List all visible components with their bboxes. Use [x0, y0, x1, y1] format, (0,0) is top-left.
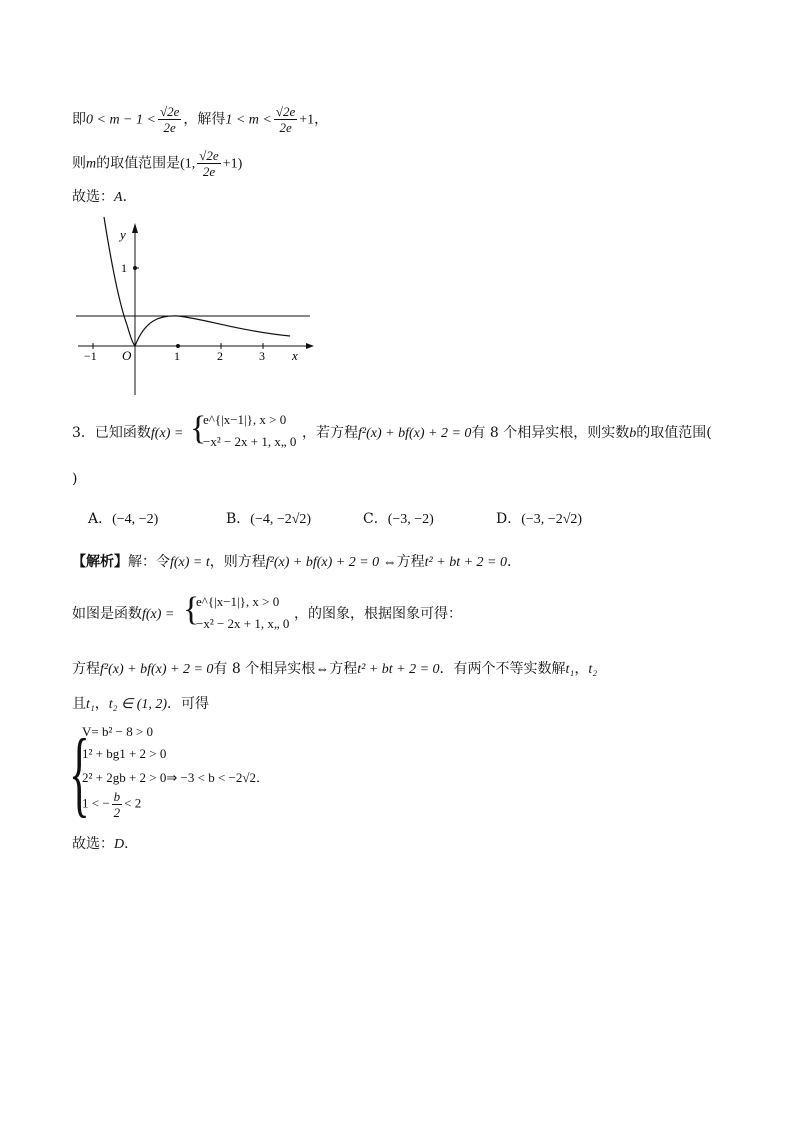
denominator: 2e	[202, 164, 216, 179]
math: 0 < m − 1 <	[86, 112, 156, 128]
text: ．	[124, 836, 139, 852]
y-label: y	[120, 227, 126, 242]
x-label: x	[292, 348, 298, 363]
text: ．	[256, 770, 270, 785]
numerator: b	[113, 789, 121, 804]
x-tick-label: 3	[259, 349, 265, 363]
x-tick-label: 1	[174, 349, 180, 363]
value: (−4, −2)	[112, 512, 159, 527]
line-range	[72, 148, 242, 179]
math: f²(x) + bf(x) + 2 = 0 ⇔	[265, 555, 397, 570]
system-row-1: V= b² − 8 > 0	[82, 724, 154, 739]
x-tick-dot	[176, 344, 180, 348]
math: 2² + 2gb + 2 > 0	[82, 770, 167, 785]
text: 则	[72, 155, 86, 172]
system-row-4	[82, 789, 141, 820]
option-a[interactable]	[88, 510, 158, 529]
math: f(x) =	[142, 607, 175, 622]
label: D．	[496, 511, 522, 527]
math-var: m	[86, 156, 97, 172]
denominator: 2e	[279, 120, 292, 135]
answer: A	[114, 190, 123, 205]
math: +1，	[299, 112, 329, 128]
math: +1)	[222, 156, 243, 172]
curve-right	[135, 316, 290, 346]
text: ，	[94, 696, 109, 712]
fraction	[197, 148, 220, 179]
x-tick-label: 2	[217, 349, 223, 363]
text: 方程	[72, 661, 100, 677]
numerator: √2e	[275, 104, 296, 119]
numerator: √2e	[199, 148, 219, 163]
option-c[interactable]	[363, 510, 434, 529]
value: (−3, −2√2)	[521, 512, 583, 527]
denominator: 2	[113, 805, 121, 820]
roots-line	[72, 660, 597, 679]
piece-1: e^{|x−1|}, x > 0	[203, 412, 287, 427]
and-line	[72, 695, 209, 714]
math: ⇔	[315, 662, 330, 677]
text: ，解得	[183, 111, 226, 128]
graph-description-cont: ，的图象，根据图象可得：	[294, 606, 462, 622]
fraction	[112, 789, 123, 820]
question-3-close: )	[72, 471, 78, 487]
text: 的取值范围是	[96, 155, 181, 172]
text: 方程	[329, 661, 358, 677]
math: t₁	[565, 662, 575, 677]
math: f²(x) + bf(x) + 2 = 0	[100, 662, 214, 677]
math: t₂	[588, 662, 598, 677]
math: t₁	[86, 697, 95, 712]
question-3-cont	[302, 424, 712, 443]
math: t² + bt + 2 = 0	[424, 555, 507, 570]
text: 故选：	[72, 189, 114, 205]
label: A．	[88, 511, 113, 527]
y-axis-arrow	[132, 223, 138, 233]
answer-line-2	[72, 835, 138, 854]
graph-description	[72, 605, 174, 624]
math: f(x) = t	[170, 555, 210, 570]
text: ，若方程	[302, 425, 358, 441]
question-3	[72, 424, 183, 443]
text: 即	[72, 111, 86, 128]
numerator: √2e	[159, 104, 180, 119]
math: ⇒ −3 < b < −2√2	[166, 770, 257, 785]
origin-label: O	[122, 348, 132, 363]
x-tick-label: −1	[84, 349, 97, 363]
math: (1,	[180, 156, 196, 172]
analysis-tag: 【解析】	[72, 554, 128, 570]
system-row-3	[82, 767, 269, 786]
math: t₂ ∈ (1, 2)	[108, 697, 168, 712]
math: < 2	[124, 795, 142, 811]
system-brace: {	[69, 719, 90, 826]
text: ．有两个不等实数解	[439, 661, 566, 677]
text: 有 8 个相异实根，则实数	[471, 425, 630, 441]
piece-1: e^{|x−1|}, x > 0	[196, 594, 280, 609]
math: t² + bt + 2 = 0	[357, 662, 440, 677]
math: 1 < m <	[225, 112, 272, 128]
function-graph	[70, 215, 320, 395]
piece-2: −x² − 2x + 1, x„ 0	[203, 434, 297, 449]
brace: {	[190, 410, 207, 447]
y-tick-label: 1	[121, 261, 127, 275]
system-row-2: 1² + bg1 + 2 > 0	[82, 746, 167, 761]
value: (−3, −2)	[387, 512, 434, 527]
text: ．	[122, 189, 137, 205]
x-axis-arrow	[306, 343, 314, 349]
text: ，则方程	[209, 554, 266, 570]
text: 且	[72, 696, 86, 712]
brace: {	[183, 591, 200, 628]
value: (−4, −2√2)	[250, 512, 312, 527]
math: f²(x) + bf(x) + 2 = 0	[358, 426, 472, 441]
text: ，	[574, 661, 589, 677]
fraction	[158, 104, 181, 135]
math: f(x) =	[150, 426, 184, 441]
math: 1 < −	[82, 795, 110, 811]
text: ．	[507, 554, 521, 570]
line-inequality-1	[72, 104, 328, 135]
text: 故选：	[72, 836, 114, 852]
text: 解：令	[128, 554, 170, 570]
text: 的取值范围(	[636, 425, 712, 441]
text: 有 8 个相异实根	[213, 661, 316, 677]
label: C．	[363, 511, 388, 527]
math-var: b	[629, 426, 637, 441]
analysis-line	[72, 553, 521, 572]
label: B．	[226, 511, 251, 527]
text: ．可得	[167, 696, 210, 712]
fraction	[274, 104, 297, 135]
answer-line-1	[72, 188, 137, 207]
question-number: 3．已知函数	[72, 425, 151, 441]
option-b[interactable]	[226, 510, 311, 529]
answer: D	[114, 837, 125, 852]
text: 方程	[396, 554, 425, 570]
denominator: 2e	[163, 120, 176, 135]
text: 如图是函数	[72, 606, 142, 622]
option-d[interactable]	[496, 510, 582, 529]
piece-2: −x² − 2x + 1, x„ 0	[196, 616, 290, 631]
